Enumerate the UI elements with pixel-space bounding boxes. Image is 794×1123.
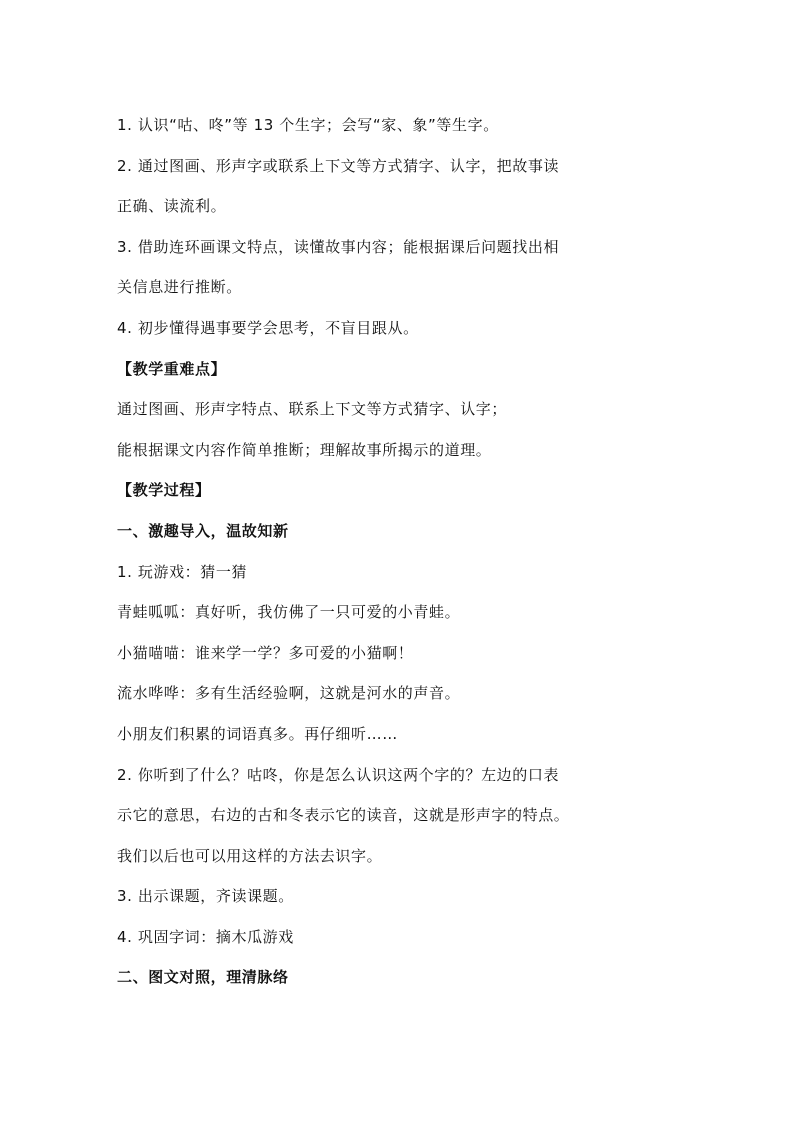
objective-3-line-1: 3. 借助连环画课文特点，读懂故事内容；能根据课后问题找出相	[117, 237, 560, 256]
section-heading-teaching-process: 【教学过程】	[117, 481, 211, 500]
step-2-line-3: 我们以后也可以用这样的方法去识字。	[117, 846, 383, 865]
objective-4: 4. 初步懂得遇事要学会思考，不盲目跟从。	[117, 318, 419, 337]
subsection-heading-picture-text: 二、图文对照，理清脉络	[117, 968, 289, 987]
subsection-heading-introduction: 一、激趣导入，温故知新	[117, 521, 289, 540]
step-1-heading: 1. 玩游戏：猜一猜	[117, 562, 248, 581]
guess-water: 流水哗哗：多有生活经验啊，这就是河水的声音。	[117, 684, 461, 703]
step-2-line-1: 2. 你听到了什么？咕咚，你是怎么认识这两个字的？左边的口表	[117, 765, 560, 784]
guess-cat: 小猫喵喵：谁来学一学？多可爱的小猫啊！	[117, 643, 414, 662]
step-2-line-2: 示它的意思，右边的古和冬表示它的读音，这就是形声字的特点。	[117, 806, 570, 825]
objective-3-line-2: 关信息进行推断。	[117, 278, 242, 297]
step-3: 3. 出示课题，齐读课题。	[117, 887, 294, 906]
objective-2-line-2: 正确、读流利。	[117, 197, 227, 216]
objective-1: 1. 认识“咕、咚”等 13 个生字；会写“家、象”等生字。	[117, 116, 499, 134]
key-point-2: 能根据课文内容作简单推断；理解故事所揭示的道理。	[117, 440, 492, 459]
listen-prompt: 小朋友们积累的词语真多。再仔细听……	[117, 724, 398, 743]
guess-frog: 青蛙呱呱：真好听，我仿佛了一只可爱的小青蛙。	[117, 603, 461, 622]
step-4: 4. 巩固字词：摘木瓜游戏	[117, 927, 294, 946]
section-heading-key-points: 【教学重难点】	[117, 359, 227, 378]
objective-2-line-1: 2. 通过图画、形声字或联系上下文等方式猜字、认字，把故事读	[117, 156, 560, 175]
key-point-1: 通过图画、形声字特点、联系上下文等方式猜字、认字；	[117, 400, 508, 419]
